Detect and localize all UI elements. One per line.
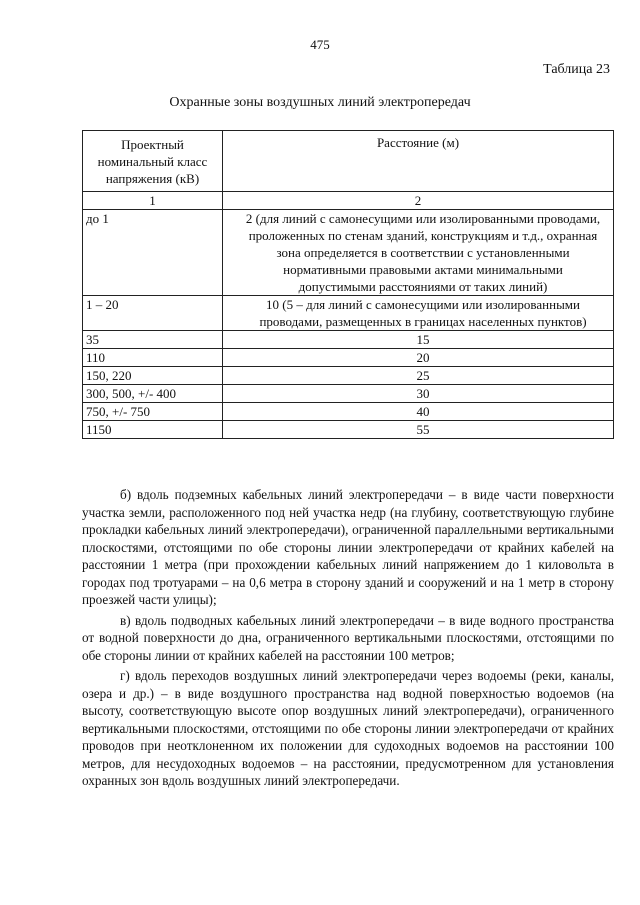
paragraph-b: б) вдоль подземных кабельных линий электропередачи – в виде части поверхности участка земли, расположенного под ней участка недр (на глубину, соответствующую глубине прокладки кабельных линий электропередачи), ограниченной параллельными вертикальными плоскостями, отстоящими по обе стороны линии электропередачи от крайних кабелей на расстоянии 1 метра (при прохождении кабельных линий напряжением до 1 киловольта в городах под тротуарами – на 0,6 метра в сторону зданий и сооружений и на 1 метр в сторону проезжей части улицы);	[82, 487, 614, 607]
distance-cell: 40	[223, 403, 614, 421]
distance-cell: 2 (для линий с самонесущими или изолированными проводами, проложенных по стенам зданий, конструкциям и т.д., охранная зона определяется в соответствии с установленными нормативными правовыми актами минимальными допустимыми расстояниями от таких линий)	[223, 210, 614, 296]
column-number-1: 1	[83, 192, 223, 210]
voltage-cell: до 1	[83, 210, 223, 296]
body-text	[82, 486, 614, 793]
voltage-cell: 1150	[83, 421, 223, 439]
table-row	[83, 421, 614, 439]
table-title: Охранные зоны воздушных линий электропередач	[169, 95, 471, 110]
table-row	[83, 331, 614, 349]
column-number-2: 2	[223, 192, 614, 210]
paragraph-v: в) вдоль подводных кабельных линий электропередачи – в виде водного пространства от водной поверхности до дна, ограниченного вертикальными плоскостями, отстоящими по обе стороны линии от крайних кабелей на расстоянии 100 метров;	[82, 612, 614, 663]
table-row	[83, 296, 614, 331]
voltage-cell: 1 – 20	[83, 296, 223, 331]
voltage-cell: 150, 220	[83, 367, 223, 385]
table-row	[83, 385, 614, 403]
protection-zones-table	[82, 130, 614, 439]
table-label: Таблица 23	[543, 62, 610, 77]
distance-cell: 20	[223, 349, 614, 367]
voltage-cell: 300, 500, +/- 400	[83, 385, 223, 403]
page-number: 475	[310, 37, 330, 52]
table-row	[83, 367, 614, 385]
column-number-row	[83, 192, 614, 210]
distance-cell: 30	[223, 385, 614, 403]
distance-cell: 15	[223, 331, 614, 349]
header-voltage-class: Проектный номинальный класс напряжения (кВ)	[83, 131, 223, 192]
voltage-cell: 750, +/- 750	[83, 403, 223, 421]
table-row	[83, 403, 614, 421]
distance-cell: 25	[223, 367, 614, 385]
distance-cell: 10 (5 – для линий с самонесущими или изолированными проводами, размещенных в границах населенных пунктов)	[223, 296, 614, 331]
table-row	[83, 210, 614, 296]
header-distance: Расстояние (м)	[223, 131, 614, 192]
table-row	[83, 349, 614, 367]
paragraph-g: г) вдоль переходов воздушных линий электропередачи через водоемы (реки, каналы, озера и др.) – в виде воздушного пространства над водной поверхностью водоемов (на высоту, соответствующую высоте опор воздушных линий электропередачи), ограниченного вертикальными плоскостями, отстоящими по обе стороны линии электропередачи от крайних проводов при неотклоненном их положении для судоходных водоемов на расстоянии 100 метров, для несудоходных водоемов – на расстоянии, предусмотренном для установления охранных зон вдоль воздушных линий электропередачи.	[82, 668, 614, 788]
voltage-cell: 35	[83, 331, 223, 349]
distance-cell: 55	[223, 421, 614, 439]
voltage-cell: 110	[83, 349, 223, 367]
table-header-row	[83, 131, 614, 192]
